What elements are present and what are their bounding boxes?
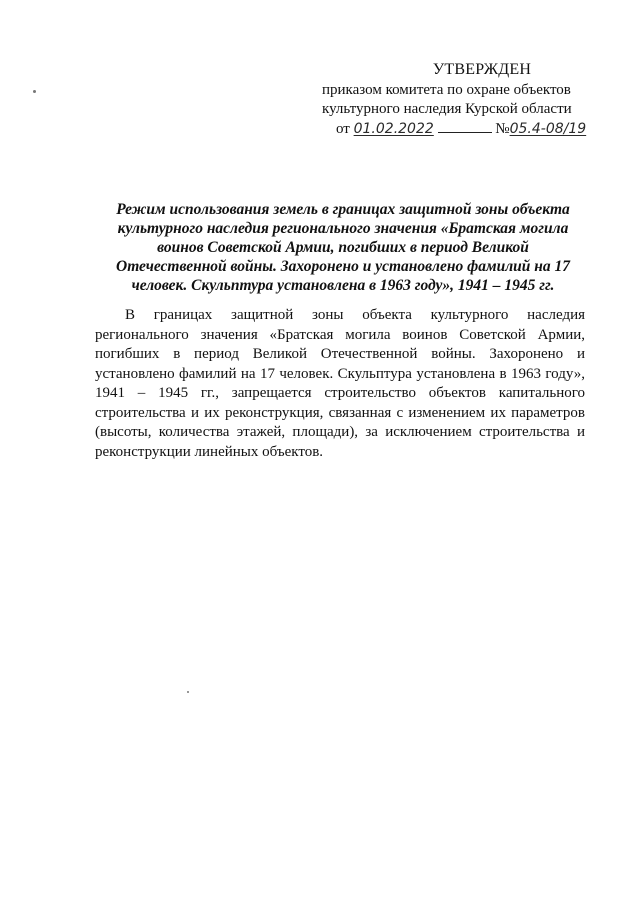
approval-line-1: приказом комитета по охране объектов <box>322 82 571 98</box>
approval-heading: УТВЕРЖДЕН <box>432 61 532 78</box>
handwritten-date: 01.02.2022 <box>353 121 434 137</box>
scan-speck <box>187 691 189 693</box>
approval-line-2: культурного наследия Курской области <box>322 101 572 117</box>
approval-block <box>322 60 592 139</box>
scan-speck <box>33 90 36 93</box>
approval-reference <box>322 120 592 139</box>
document-body: В границах защитной зоны объекта культурного наследия регионального значения «Братская могила воинов Советской Армии, погибших в период Великой Отечественной войны. Захоронено и установлено фамилий на 17 человек. Скульптура установлена в 1963 году», 1941 – 1945 гг., запрещается строительство объектов капитального строительства и их реконструкция, связанная с изменением их параметров (высоты, количества этажей, площади), за исключением строительства и реконструкции линейных объектов. <box>95 307 585 460</box>
underline-blank <box>438 120 492 133</box>
date-prefix: от <box>336 121 350 137</box>
number-prefix: № <box>495 121 510 137</box>
document-title: Режим использования земель в границах защитной зоны объекта культурного наследия регионального значения «Братская могила воинов Советской Армии, погибших в период Великой Отечественной войны. Захоронено и установлено фамилий на 17 человек. Скульптура установлена в 1963 году», 1941 – 1945 гг. <box>116 201 570 294</box>
handwritten-number: 05.4-08/19 <box>509 121 587 137</box>
